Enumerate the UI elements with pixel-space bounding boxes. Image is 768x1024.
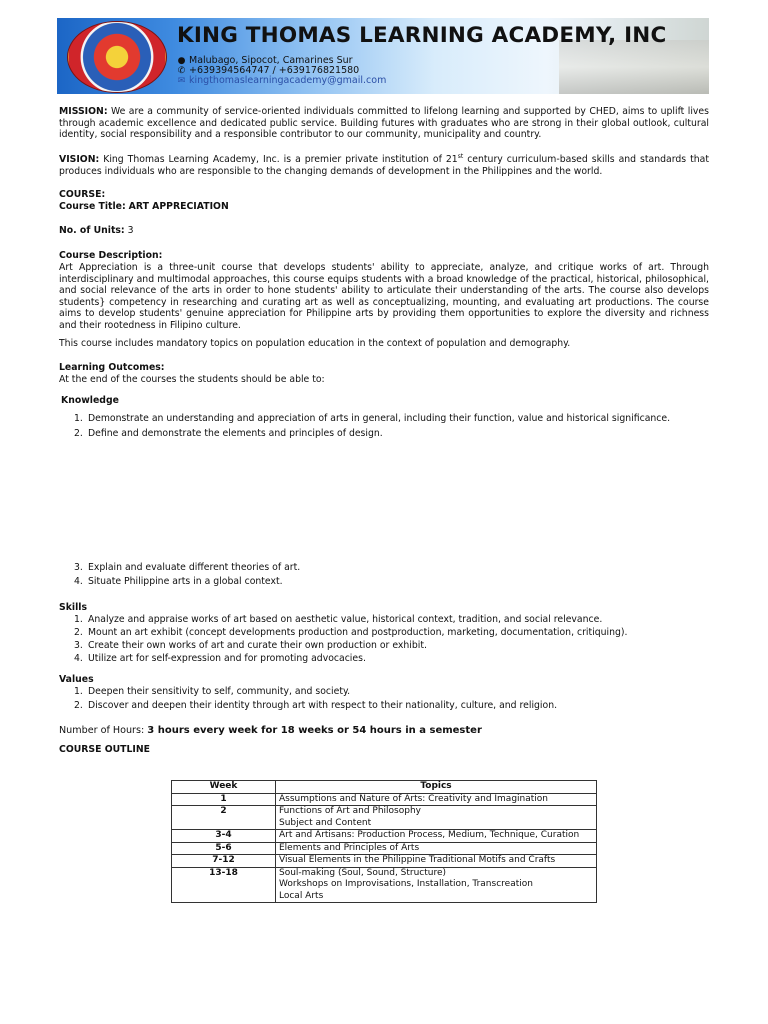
list-item: 3. Explain and evaluate different theories of art. [74,562,301,573]
topics-cell [276,830,597,843]
list-item: 1. Deepen their sensitivity to self, community, and society. [74,686,351,697]
week-cell: 2 [172,806,276,830]
list-item: 4. Utilize art for self-expression and for promoting advocacies. [74,653,366,664]
topic-line: Assumptions and Nature of Arts: Creativity and Imagination [279,793,548,804]
list-item: 2. Define and demonstrate the elements and principles of design. [74,427,383,439]
course-outline-label: COURSE OUTLINE [59,744,151,755]
table-row [172,830,597,843]
course-description: Art Appreciation is a three-unit course that develops students' ability to appreciate, analyze, and critique works of art. Through interdisciplinary and multimodal approaches, this course equips students with a broad knowledge of the practical, historical, philosophical, and social relevance of the arts in order to hone students' ability to articulate their understanding of the arts. The course also develops students} competency in researching and curating art as well as conceptualizing, mounting, and evaluating art productions. The course aims to develop students' genuine appreciation for Philippine arts by providing them opportunities to explore the diversity and richness and their rootedness in Filipino culture. [59,262,709,331]
table-row [172,842,597,855]
learning-outcomes-label: Learning Outcomes: [59,362,165,373]
table-row [172,867,597,903]
week-cell: 1 [172,793,276,806]
topics-cell [276,806,597,830]
phone-text: +639394564747 / +639176821580 [189,65,360,76]
vision-text-b: century curriculum-based skills and standards that produces individuals who are responsible to the changing demands of development in the Philippines and the world. [59,154,710,177]
course-description-label: Course Description: [59,250,163,261]
school-logo [67,21,167,93]
topic-line: Functions of Art and Philosophy [279,806,421,816]
table-row [172,793,597,806]
topics-cell [276,867,597,903]
list-item: 1. Demonstrate an understanding and appreciation of arts in general, including their function, value and historical significance. [74,413,671,424]
topics-header: Topics [276,781,597,794]
header-banner [57,18,709,94]
email-link[interactable]: kingthomaslearningacademy@gmail.com [189,75,387,86]
units-value: 3 [127,225,134,236]
units-label: No. of Units: [59,225,125,236]
address-text: Malubago, Sipocot, Camarines Sur [189,55,353,66]
mission-paragraph [59,106,709,141]
list-item: 1. Analyze and appraise works of art based on aesthetic value, historical context, tradition, and social relevance. [74,614,603,625]
vision-text-a: King Thomas Learning Academy, Inc. is a premier private institution of 21 [103,154,458,165]
table-row [172,806,597,830]
vision-paragraph [59,154,709,177]
hours-value: 3 hours every week for 18 weeks or 54 hours in a semester [147,725,482,736]
table-header-row [172,781,597,794]
list-item: 3. Create their own works of art and curate their own production or exhibit. [74,640,427,651]
course-label: COURSE: [59,189,106,200]
phone-icon: ✆ [177,66,186,76]
hours-line [59,725,709,737]
course-title-label: Course Title: [59,200,126,212]
topics-cell [276,793,597,806]
course-outline-table [171,780,597,903]
list-item: 4. Situate Philippine arts in a global context. [74,575,283,587]
skills-heading: Skills [59,602,87,613]
week-cell: 7-12 [172,855,276,868]
course-title: ART APPRECIATION [128,200,229,212]
topics-cell [276,855,597,868]
topic-line: Elements and Principles of Arts [279,842,420,853]
topic-line: Visual Elements in the Philippine Traditional Motifs and Crafts [279,855,556,865]
week-cell: 3-4 [172,830,276,843]
topic-line: Subject and Content [279,817,372,828]
week-header: Week [172,781,276,794]
email-line [177,76,386,86]
table-row [172,855,597,868]
list-item: 2. Mount an art exhibit (concept developments production and postproduction, marketing, documentation, critiquing). [74,627,628,638]
list-item: 2. Discover and deepen their identity through art with respect to their nationality, culture, and religion. [74,699,558,711]
vision-sup: st [457,152,464,160]
skills-list [59,614,709,665]
email-icon: ✉ [177,76,186,86]
learning-outcomes-intro: At the end of the courses the students should be able to: [59,374,325,385]
week-cell: 13-18 [172,867,276,903]
topics-cell [276,842,597,855]
map-pin-icon: ● [177,56,186,66]
units-line [59,225,709,237]
hours-label: Number of Hours: [59,725,145,736]
vision-label: VISION: [59,154,100,165]
week-cell: 5-6 [172,842,276,855]
topic-line: Workshops on Improvisations, Installation, Transcreation [279,879,533,889]
topic-line: Soul-making (Soul, Sound, Structure) [279,867,447,878]
values-heading: Values [59,674,94,685]
knowledge-heading: Knowledge [61,395,119,406]
knowledge-list-b [59,562,709,587]
mission-label: MISSION: [59,106,108,117]
mandatory-note: This course includes mandatory topics on population education in the context of population and demography. [59,338,571,349]
course-heading-block [59,189,709,212]
mission-text: We are a community of service-oriented individuals committed to lifelong learning and supported by CHED, aims to uplift lives through academic excellence and dedicated public service. Building futures with graduates who are strong in their global outlook, cultural identity, social responsibility and a responsible contributor to our community, municipality and country. [59,106,709,140]
topic-line: Art and Artisans: Production Process, Medium, Technique, Curation [279,830,580,840]
knowledge-list-a [59,413,709,439]
topic-line: Local Arts [279,890,324,901]
values-list [59,686,709,711]
school-name: KING THOMAS LEARNING ACADEMY, INC [177,23,667,48]
